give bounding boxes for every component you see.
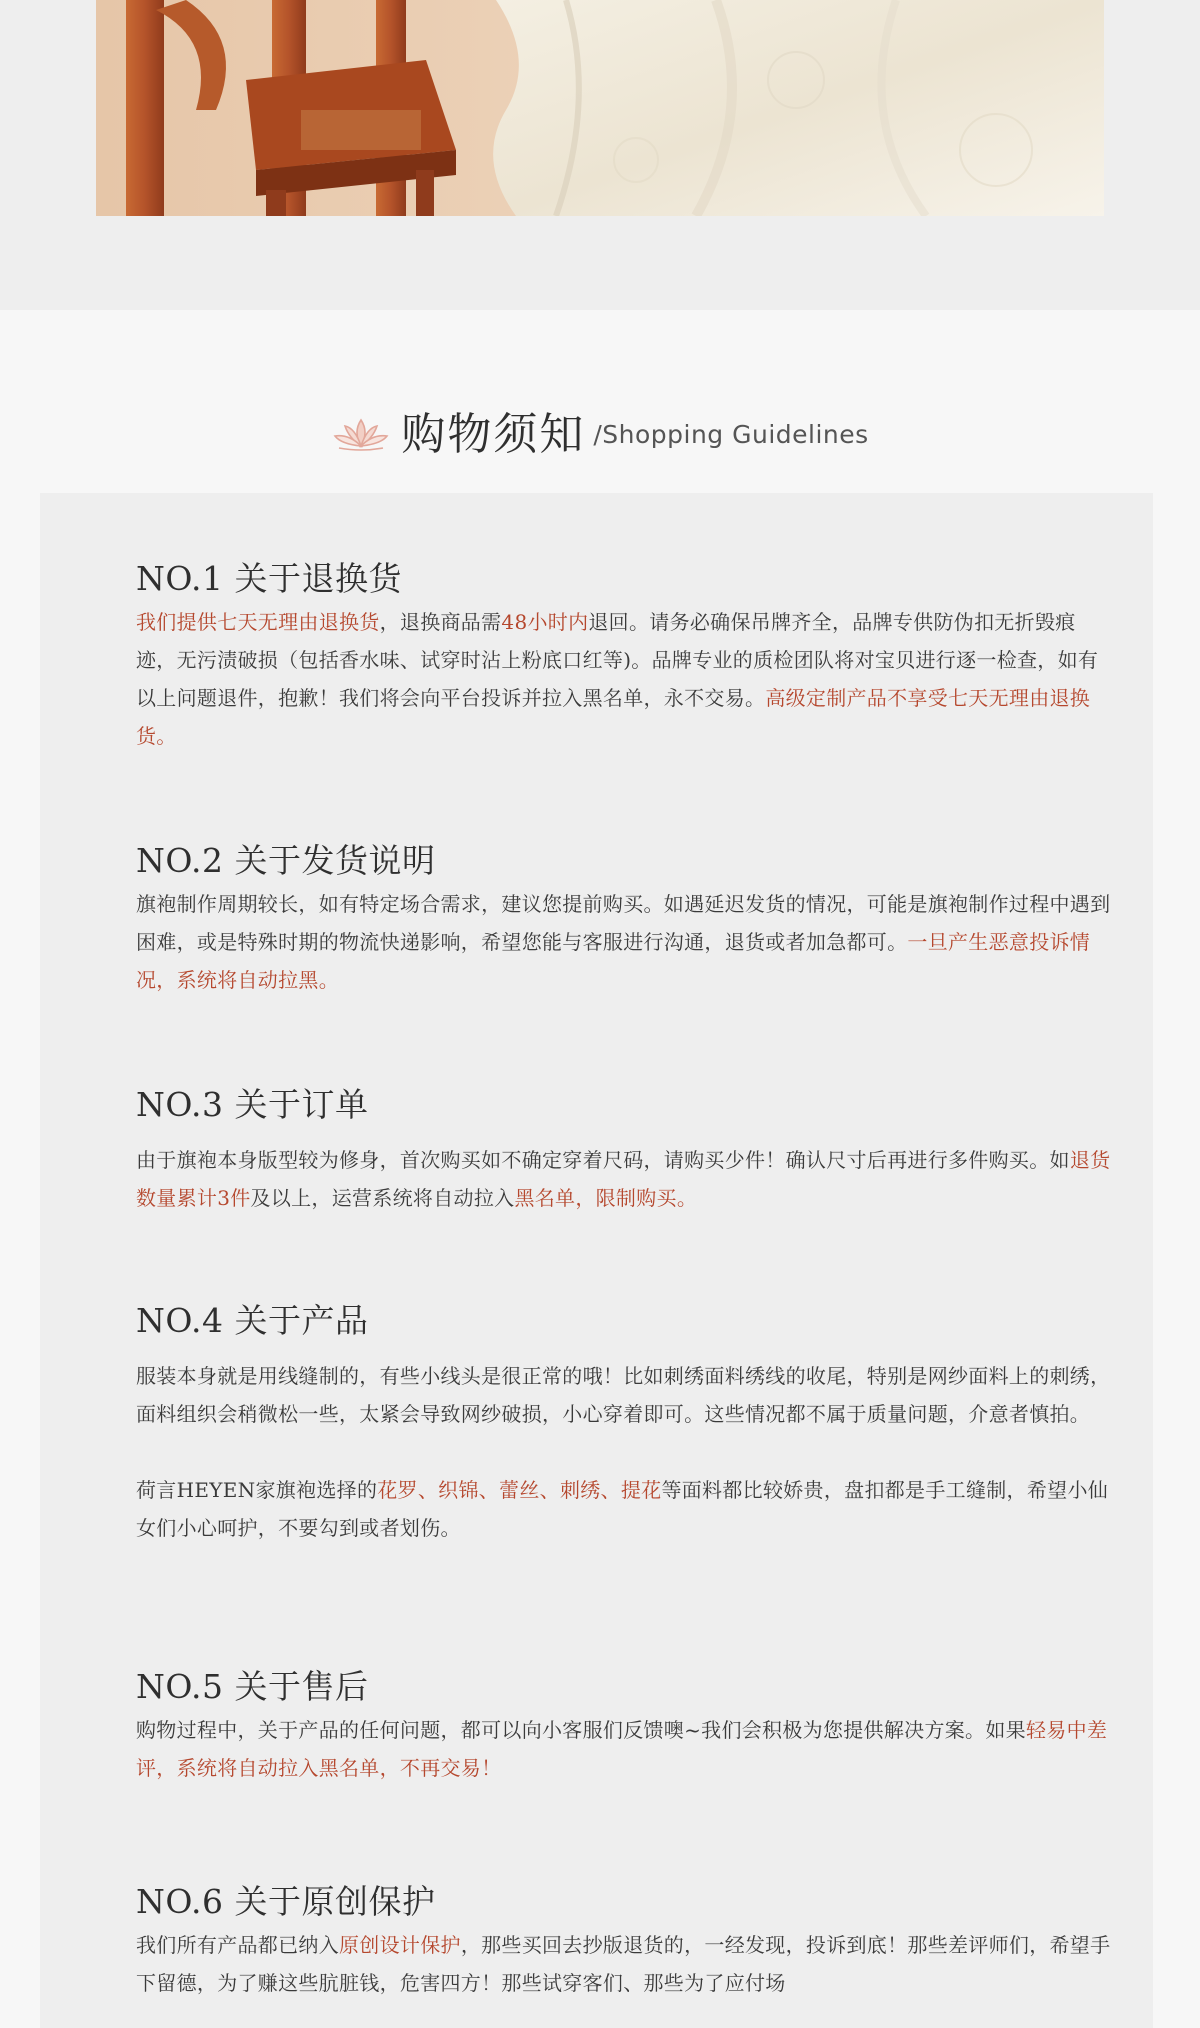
- section-orders: [136, 1081, 1111, 1217]
- section-heading: NO.1 关于退换货: [136, 559, 402, 598]
- section-paragraph: [136, 1357, 1111, 1433]
- photo-band: [0, 0, 1200, 310]
- section-paragraph: [136, 1141, 1111, 1217]
- section-paragraph: [136, 885, 1111, 999]
- body-text: 我们所有产品都已纳入: [136, 1933, 339, 1957]
- section-body: [136, 1357, 1111, 1547]
- section-body: [136, 1711, 1111, 1787]
- guidelines-card: [40, 493, 1153, 2028]
- section-title: [0, 398, 1200, 462]
- highlight-text: 高级定制产品不享受七天无理由退换货。: [136, 686, 1091, 748]
- section-paragraph: [136, 1711, 1111, 1787]
- highlight-text: 退货数量累计3件: [136, 1148, 1111, 1210]
- page-subtitle: /Shopping Guidelines: [593, 419, 869, 449]
- section-heading: NO.6 关于原创保护: [136, 1882, 436, 1921]
- body-text: 荷言HEYEN家旗袍选择的: [136, 1478, 378, 1502]
- section-body: [136, 1926, 1111, 2002]
- highlight-text: 轻易中差评，系统将自动拉入黑名单，不再交易！: [136, 1718, 1108, 1780]
- section-heading: NO.3 关于订单: [136, 1085, 369, 1124]
- body-text: ，那些买回去抄版退货的，一经发现，投诉到底！那些差评师们，希望手下留德，为了赚这些肮脏钱，危害四方！那些试穿客们、那些为了应付场: [136, 1933, 1111, 1995]
- section-paragraph: [136, 1471, 1111, 1547]
- section-paragraph: [136, 1926, 1111, 2002]
- lotus-icon: [331, 414, 391, 452]
- body-text: 旗袍制作周期较长，如有特定场合需求，建议您提前购买。如遇延迟发货的情况，可能是旗袍制作过程中遇到困难，或是特殊时期的物流快递影响，希望您能与客服进行沟通，退货或者加急都可。: [136, 892, 1111, 954]
- section-heading: NO.2 关于发货说明: [136, 841, 436, 880]
- page-title: 购物须知: [401, 409, 586, 460]
- section-shipping: [136, 837, 1111, 999]
- product-photo: [96, 0, 1104, 216]
- section-returns: [136, 555, 1111, 755]
- highlight-text: 原创设计保护: [339, 1933, 461, 1957]
- body-text: 及以上，运营系统将自动拉入: [250, 1186, 515, 1210]
- section-heading: NO.5 关于售后: [136, 1667, 369, 1706]
- body-text: 等面料都比较娇贵，盘扣都是手工缝制，希望小仙女们小心呵护，不要勾到或者划伤。: [136, 1478, 1109, 1540]
- section-after-sales: [136, 1663, 1111, 1787]
- body-text: 购物过程中，关于产品的任何问题，都可以向小客服们反馈噢~我们会积极为您提供解决方案。如果: [136, 1718, 1026, 1742]
- body-text: 服装本身就是用线缝制的，有些小线头是很正常的哦！比如刺绣面料绣线的收尾，特别是网纱面料上的刺绣，面料组织会稍微松一些，太紧会导致网纱破损，小心穿着即可。这些情况都不属于质量问题，介意者慎拍。: [136, 1364, 1111, 1426]
- body-text: 退回。请务必确保吊牌齐全，品牌专供防伪扣无折毁痕迹，无污渍破损（包括香水味、试穿时沾上粉底口红等)。品牌专业的质检团队将对宝贝进行逐一检查，如有以上问题退件，抱歉！我们将会向平台投诉并拉入黑名单，永不交易。: [136, 610, 1099, 710]
- section-paragraph: [136, 603, 1111, 755]
- section-heading: NO.4 关于产品: [136, 1301, 369, 1340]
- section-original-protection: [136, 1878, 1111, 2002]
- highlight-text: 一旦产生恶意投诉情况，系统将自动拉黑。: [136, 930, 1091, 992]
- section-body: [136, 1141, 1111, 1217]
- highlight-text: 黑名单，限制购买。: [514, 1186, 698, 1210]
- section-product: [136, 1297, 1111, 1547]
- body-text: ，退换商品需: [379, 610, 502, 634]
- section-body: [136, 885, 1111, 999]
- highlight-text: 花罗、织锦、蕾丝、刺绣、提花: [377, 1478, 662, 1502]
- highlight-text: 48小时内: [501, 610, 589, 634]
- body-text: 由于旗袍本身版型较为修身，首次购买如不确定穿着尺码，请购买少件！确认尺寸后再进行多件购买。如: [136, 1148, 1070, 1172]
- highlight-text: 我们提供七天无理由退换货: [136, 610, 380, 634]
- section-body: [136, 603, 1111, 755]
